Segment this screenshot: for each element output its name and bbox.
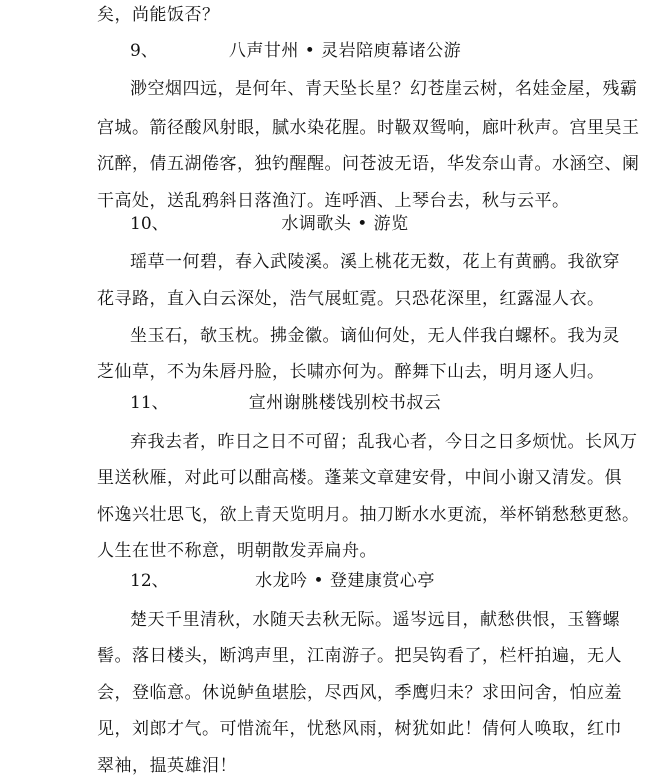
text-line: 芝仙草，不为朱唇丹脸，长啸亦何为。醉舞下山去，明月逐人归。 bbox=[97, 362, 605, 383]
poem-heading bbox=[0, 571, 667, 591]
text-line: 人生在世不称意，明朝散发弄扁舟。 bbox=[97, 541, 377, 562]
text-line: 坐玉石，欹玉枕。拂金徽。谪仙何处，无人伴我白螺杯。我为灵 bbox=[130, 325, 620, 346]
poem-heading bbox=[0, 41, 667, 61]
text-line: 矣，尚能饭否？ bbox=[97, 5, 220, 25]
poem-number: 11、 bbox=[130, 393, 169, 414]
text-line: 干高处，送乱鸦斜日落渔汀。连呼酒、上琴台去，秋与云平。 bbox=[97, 190, 570, 211]
text-line: 髻。落日楼头，断鸿声里，江南游子。把吴钩看了，栏杆拍遍，无人 bbox=[97, 646, 622, 667]
text-line: 瑶草一何碧，春入武陵溪。溪上桃花无数，花上有黄鹂。我欲穿 bbox=[130, 252, 620, 273]
poem-number: 9、 bbox=[130, 40, 158, 61]
poem-title: 八声甘州 • 灵岩陪庾幕诸公游 bbox=[228, 40, 462, 61]
text-line: 翠袖，揾英雄泪！ bbox=[97, 756, 237, 776]
poem-number: 12、 bbox=[130, 571, 169, 592]
text-line: 里送秋雁，对此可以酣高楼。蓬莱文章建安骨，中间小谢又清发。俱 bbox=[97, 468, 622, 489]
text-line: 花寻路，直入白云深处，浩气展虹霓。只恐花深里，红露湿人衣。 bbox=[97, 289, 605, 310]
text-line: 沉醉，倩五湖倦客，独钓醒醒。问苍波无语，华发奈山青。水涵空、阑 bbox=[97, 154, 640, 175]
text-line: 宫城。箭径酸风射眼，腻水染花腥。时靸双鸳响，廊叶秋声。宫里吴王 bbox=[97, 117, 640, 138]
poem-title: 水龙吟 • 登建康赏心亭 bbox=[255, 571, 435, 592]
poem-heading bbox=[0, 214, 667, 234]
text-line: 楚天千里清秋，水随天去秋无际。遥岑远目，献愁供恨，玉簪螺 bbox=[130, 609, 620, 630]
text-line: 弃我去者，昨日之日不可留；乱我心者，今日之日多烦忧。长风万 bbox=[130, 431, 638, 452]
text-line: 渺空烟四远，是何年、青天坠长星？幻苍崖云树，名娃金屋，残霸 bbox=[130, 79, 638, 100]
poem-heading bbox=[0, 393, 667, 413]
text-line: 怀逸兴壮思飞，欲上青天览明月。抽刀断水水更流，举杯销愁愁更愁。 bbox=[97, 504, 640, 525]
text-line: 见，刘郎才气。可惜流年，忧愁风雨，树犹如此！倩何人唤取，红巾 bbox=[97, 719, 622, 740]
poem-title: 水调歌头 • 游览 bbox=[281, 213, 409, 234]
text-line: 会，登临意。休说鲈鱼堪脍，尽西风，季鹰归未？求田问舍，怕应羞 bbox=[97, 682, 622, 703]
poem-title: 宣州谢朓楼饯别校书叔云 bbox=[248, 393, 442, 414]
poem-number: 10、 bbox=[130, 213, 169, 234]
